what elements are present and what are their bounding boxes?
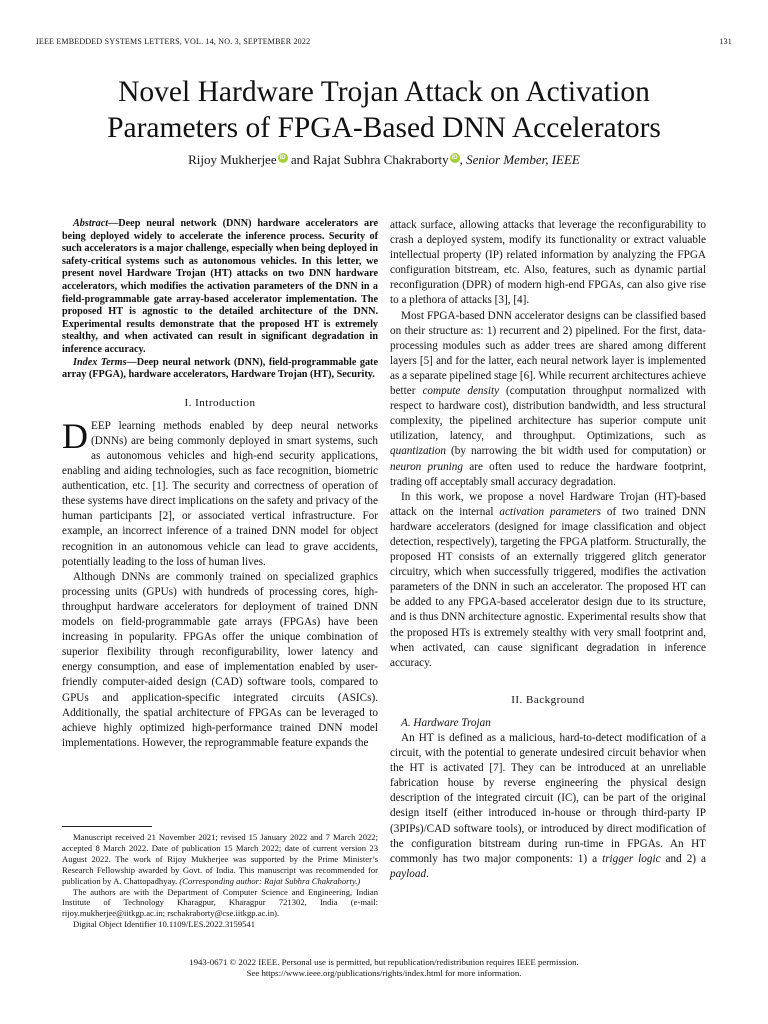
author-1: Rijoy Mukherjee [188,152,277,167]
page-number: 131 [719,37,732,46]
footnote-manuscript: Manuscript received 21 November 2021; revised 15 January 2022 and 7 March 2022; accepted 8 March 2022. Date of publication 15 March 2022; date of current version 23 August 2022. The work of Rijoy Mukherjee was supported by the Prime Minister’s Research Fellowship awarded by Govt. of India. This manuscript was recommended for publication by A. Chattopadhyay. (Corresponding author: Rajat Subhra Chakraborty.) [62,832,378,886]
intro-paragraph-1: DEEP learning methods enabled by deep neural networks (DNNs) are being commonly deployed in smart systems, such as autonomous vehicles and high-end security applications, enabling and aiding technologies, such as face recognition, biometric authentication, etc. [1]. The security and correctness of operation of these systems have direct implications on the safety and privacy of the human participants [2], or associated vertical infrastructure. For example, an incorrect inference of a trained DNN model for object recognition in an autonomous vehicle can lead to grave accidents, potentially leading to the loss of human lives. [62,415,378,568]
index-terms-label: Index Terms [73,356,127,368]
abstract-label: Abstract [73,218,109,229]
background-paragraph-1: An HT is defined as a malicious, hard-to-detect modification of a circuit, with the potential to generate undesired circuit behavior when the HT is activated [7]. They can be introduced at an unreliable fabrication house by reverse engineering the physical design description of the integrated circuit (IC), can be part of the original design itself (either introduced in-house or through third-party IP (3PIPs)/CAD software tools), or introduced by direct modification of the configuration bitstream during run-time in FPGAs. An HT commonly has two major components: 1) a trigger logic and 2) a payload. [390,732,706,880]
subsection-heading-hardware-trojan: A. Hardware Trojan [401,716,491,729]
author-2: Rajat Subhra Chakraborty [312,152,449,167]
author-connector: and [290,152,310,167]
intro-paragraph-2-continued: attack surface, allowing attacks that leverage the reconfigurability to crash a deployed system, modify its functionality or extract valuable intellectual property (IP) related information by analyzing the FPGA configuration bitstream, etc. Also, features, such as dynamic partial reconfiguration (DPR) of modern high-end FPGAs, can also give rise to a plethora of attacks [3], [4]. [390,219,706,307]
orcid-icon[interactable]: iD [451,155,458,161]
orcid-icon[interactable]: iD [279,155,286,161]
intro-paragraph-2: Although DNNs are commonly trained on specialized graphics processing units (GPUs) with hundreds of processing cores, high-throughput hardware accelerators for deployment of trained DNN models on field-programmable gate arrays (FPGAs) have been increasing in popularity. FPGAs offer the unique combination of superior flexibility through reconfigurability, lower latency and energy consumption, and ease of implementation enabled by user-friendly computer-aided design (CAD) software tools, compared to GPUs and application-specific integrated circuits (ASICs). Additionally, the spatial architecture of FPGAs can be leveraged to achieve highly optimized high-performance trained DNN model implementations. However, the reprogrammable feature expands the [62,570,378,749]
index-terms [62,357,378,382]
footnote-affiliation: The authors are with the Department of Computer Science and Engineering, Indian Institute of Technology Kharagpur, Kharagpur 721302, India (e-mail: rijoy.mukherjee@iitkgp.ac.in; rschakraborty@cse.iitkgp.ac.in). [62,886,378,919]
copyright-notice [0,957,768,979]
section-heading-background: II. Background [511,693,585,706]
journal-name: IEEE EMBEDDED SYSTEMS LETTERS, VOL. 14, NO. 3, SEPTEMBER 2022 [36,37,311,46]
intro-paragraph-4: In this work, we propose a novel Hardware Trojan (HT)-based attack on the internal activation parameters of two trained DNN hardware accelerators (designed for image classification and object detection, respectively), targeting the FPGA platform. Structurally, the proposed HT consists of an externally triggered glitch generator circuitry, which when successfully triggered, modifies the activation parameters of the DNN in such an accelerator. The proposed HT can be added to any FPGA-based accelerator design due to its structure, and is thus DNN architecture agnostic. Experimental results show that the proposed HTs is extremely stealthy with very small footprint and, when activated, can cause significant degradation in inference accuracy. [390,490,706,669]
paper-title [0,74,768,146]
copyright-line-1: 1943-0671 © 2022 IEEE. Personal use is permitted, but republication/redistribution requires IEEE permission. [189,957,579,967]
abstract [62,218,378,357]
running-header [36,37,732,46]
copyright-line-2: See https://www.ieee.org/publications/rights/index.html for more information. [246,968,522,978]
index-terms-text: —Deep neural network (DNN), field-programmable gate array (FPGA), hardware accelerators, Hardware Trojan (HT), Security. [62,356,378,381]
title-line-1: Novel Hardware Trojan Attack on Activation [118,76,650,108]
section-heading-introduction: I. Introduction [184,396,256,409]
left-column [62,218,378,751]
drop-cap: D [62,415,88,456]
footnote-divider [62,826,152,827]
title-line-2: Parameters of FPGA-Based DNN Accelerators [107,112,661,144]
right-column [390,218,706,882]
author-line: Rijoy Mukherjee iD and Rajat Subhra Chakraborty iD , Senior Member, IEEE [188,152,580,167]
footnote [62,832,378,930]
footnote-doi: Digital Object Identifier 10.1109/LES.2022.3159541 [73,919,256,930]
abstract-text: —Deep neural network (DNN) hardware accelerators are being deployed widely to accelerate the inference process. Security of such accelerators is a major challenge, especially when being deployed in safety-critical systems such as autonomous vehicles. In this letter, we present novel Hardware Trojan (HT) attacks on two DNN hardware accelerators, which modifies the activation parameters of the DNN in a field-programmable gate array-based accelerator implementation. The proposed HT is agnostic to the detailed architecture of the DNN. Experimental results demonstrate that the proposed HT is extremely stealthy, and when activated can result in significant degradation in inference accuracy. [62,218,378,355]
intro-paragraph-3: Most FPGA-based DNN accelerator designs can be classified based on their structure as: 1) recurrent and 2) pipelined. For the first, data-processing modules such as adder trees are shared among different layers [5] and for the latter, each neural network layer is implemented as a separate pipelined stage [6]. While recurrent architectures achieve better compute density (computation throughput normalized with respect to hardware cost), distribution bandwidth, and less structural complexity, the pipelined architecture has superior compute unit utilization, latency, and throughput. Optimizations, such as quantization (by narrowing the bit width used for computation) or neuron pruning are often used to reduce the hardware footprint, trading off acceptably small accuracy degradation. [390,309,707,488]
author-role: Senior Member, IEEE [466,152,580,167]
